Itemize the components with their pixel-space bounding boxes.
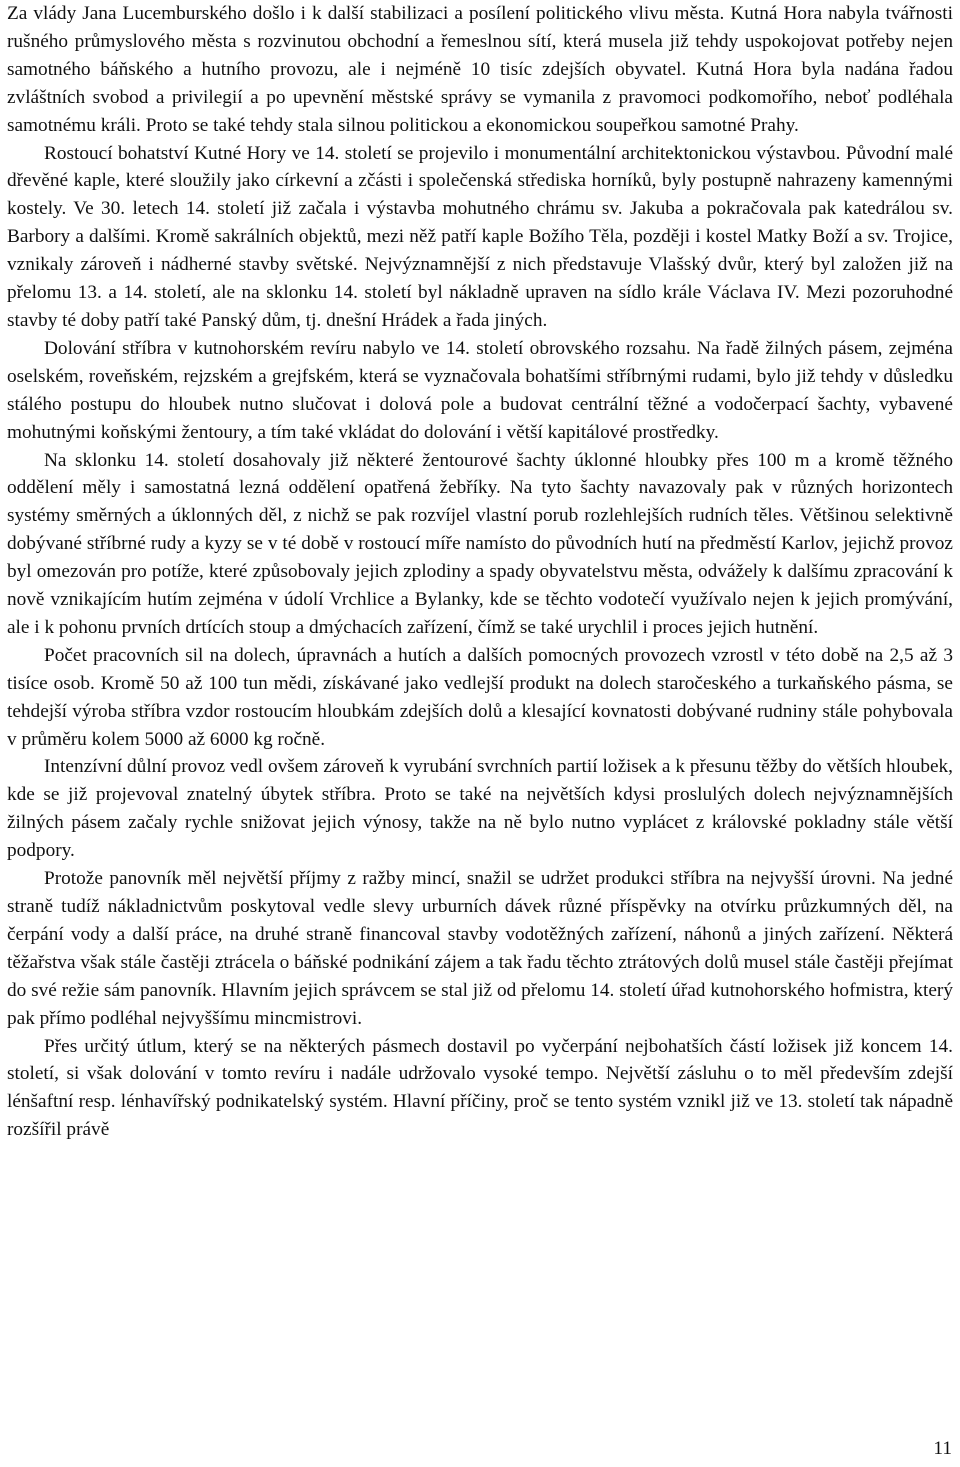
page-number: 11 <box>933 1438 952 1459</box>
paragraph-8: Přes určitý útlum, který se na některých pásmech dostavil po vyčerpání nejbohatších částí ložisek již koncem 14. století, si však dolování v tomto revíru i nadále udržovalo vysoké tempo. Největší zásluhu o to měl především zdejší lénšaftní resp. lénhavířský podnikatelský systém. Hlavní příčiny, proč se tento systém vznikl již ve 13. století tak nápadně rozšířil právě <box>7 1035 953 1141</box>
document-page <box>7 0 953 1144</box>
paragraph-5: Počet pracovních sil na dolech, úpravnách a hutích a dalších pomocných provozech vzrostl v této době na 2,5 až 3 tisíce osob. Kromě 50 až 100 tun mědi, získávané jako vedlejší produkt na dolech staročeského a turkaňského pásma, se tehdejší výroba stříbra vzdor rostoucím hloubkám zdejších dolů a klesající kovnatosti dobývané rudniny stále pohybovala v průměru kolem 5000 až 6000 kg ročně. <box>7 644 953 750</box>
paragraph-7: Protože panovník měl největší příjmy z ražby mincí, snažil se udržet produkci stříbra na nejvyšší úrovni. Na jedné straně tudíž nákladnictvům poskytoval vedle slevy urburních dávek různé příspěvky na otvírku průzkumných děl, na čerpání vody a další práce, na druhé straně financoval stavby vodotěžných zařízení, náhonů a jiných zařízení. Některá těžařstva však stále častěji ztrácela o báňské podnikání zájem a tak řadu těchto ztrátových dolů musel stále častěji přejímat do své režie sám panovník. Hlavním jejich správcem se stal již od přelomu 14. století úřad kutnohorského hofmistra, který pak přímo podléhal nejvyššímu mincmistrovi. <box>7 868 953 1029</box>
paragraph-3: Dolování stříbra v kutnohorském revíru nabylo ve 14. století obrovského rozsahu. Na řadě žilných pásem, zejména oselském, roveňském, rejzském a grejfském, která se vyznačovala bohatšími stříbrnými rudami, bylo již tehdy v důsledku stálého postupu do hloubek nutno slučovat i dolová pole a budovat centrální těžné a vodočerpací šachty, vybavené mohutnými koňskými žentoury, a tím také vkládat do dolování i větší kapitálové prostředky. <box>7 337 953 443</box>
paragraph-1: Za vlády Jana Lucemburského došlo i k další stabilizaci a posílení politického vlivu města. Kutná Hora nabyla tvářnosti rušného průmyslového města s rozvinutou obchodní a řemeslnou sítí, která musela již tehdy uspokojovat potřeby nejen samotného báňského a hutního provozu, ale i nejméně 10 tisíc zdejších obyvatel. Kutná Hora byla nadána řadou zvláštních svobod a privilegií a po upevnění městské správy se vymanila z pravomoci podkomořího, neboť podléhala samotnému králi. Proto se také tehdy stala silnou politickou a ekonomickou soupeřkou samotné Prahy. <box>7 3 953 136</box>
paragraph-4: Na sklonku 14. století dosahovaly již některé žentourové šachty úklonné hloubky přes 100 m a kromě těžného oddělení měly i samostatná lezná oddělení opatřená žebříky. Na tyto šachty navazovaly pak v různých horizontech systémy směrných a úklonných děl, z nichž se pak rozvíjel vlastní porub rozlehlejších rudních těles. Většinou selektivně dobývané stříbrné rudy a kyzy se v té době v rostoucí míře namísto do původních hutí na předměstí Karlov, jejichž provoz byl omezován pro potíže, které způsobovaly jejich zplodiny a spady obyvatelstvu města, odvážely k dalšímu zpracování k nově vznikajícím hutím zejména v údolí Vrchlice a Bylanky, kde se těchto vodotečí využívalo nejen k jejich promývání, ale i k pohonu prvních drtících stoup a dmýchacích zařízení, čímž se také urychlil i proces jejich hutnění. <box>7 449 953 638</box>
paragraph-6: Intenzívní důlní provoz vedl ovšem zároveň k vyrubání svrchních partií ložisek a k přesunu těžby do větších hloubek, kde se již projevoval znatelný úbytek stříbra. Proto se také na největších kdysi proslulých dolech nejvýznamnějších žilných pásem začaly rychle snižovat jejich výnosy, takže na ně bylo nutno vyplácet z královské pokladny stále větší podpory. <box>7 756 953 862</box>
paragraph-2: Rostoucí bohatství Kutné Hory ve 14. století se projevilo i monumentální architektonickou výstavbou. Původní malé dřevěné kaple, které sloužily jako církevní a zčásti i společenská střediska horníků, byly postupně nahrazeny kamennými kostely. Ve 30. letech 14. století již začala i výstavba mohutného chrámu sv. Jakuba a pokračovala pak katedrálou sv. Barbory a dalšími. Kromě sakrálních objektů, mezi něž patří kaple Božího Těla, později i kostel Matky Boží a sv. Trojice, vznikaly zároveň i nádherné stavby světské. Nejvýznamnější z nich představuje Vlašský dvůr, který byl založen již na přelomu 13. a 14. století, ale na sklonku 14. století byl nákladně upraven na sídlo krále Václava IV. Mezi pozoruhodné stavby té doby patří také Panský dům, tj. dnešní Hrádek a řada jiných. <box>7 142 953 331</box>
